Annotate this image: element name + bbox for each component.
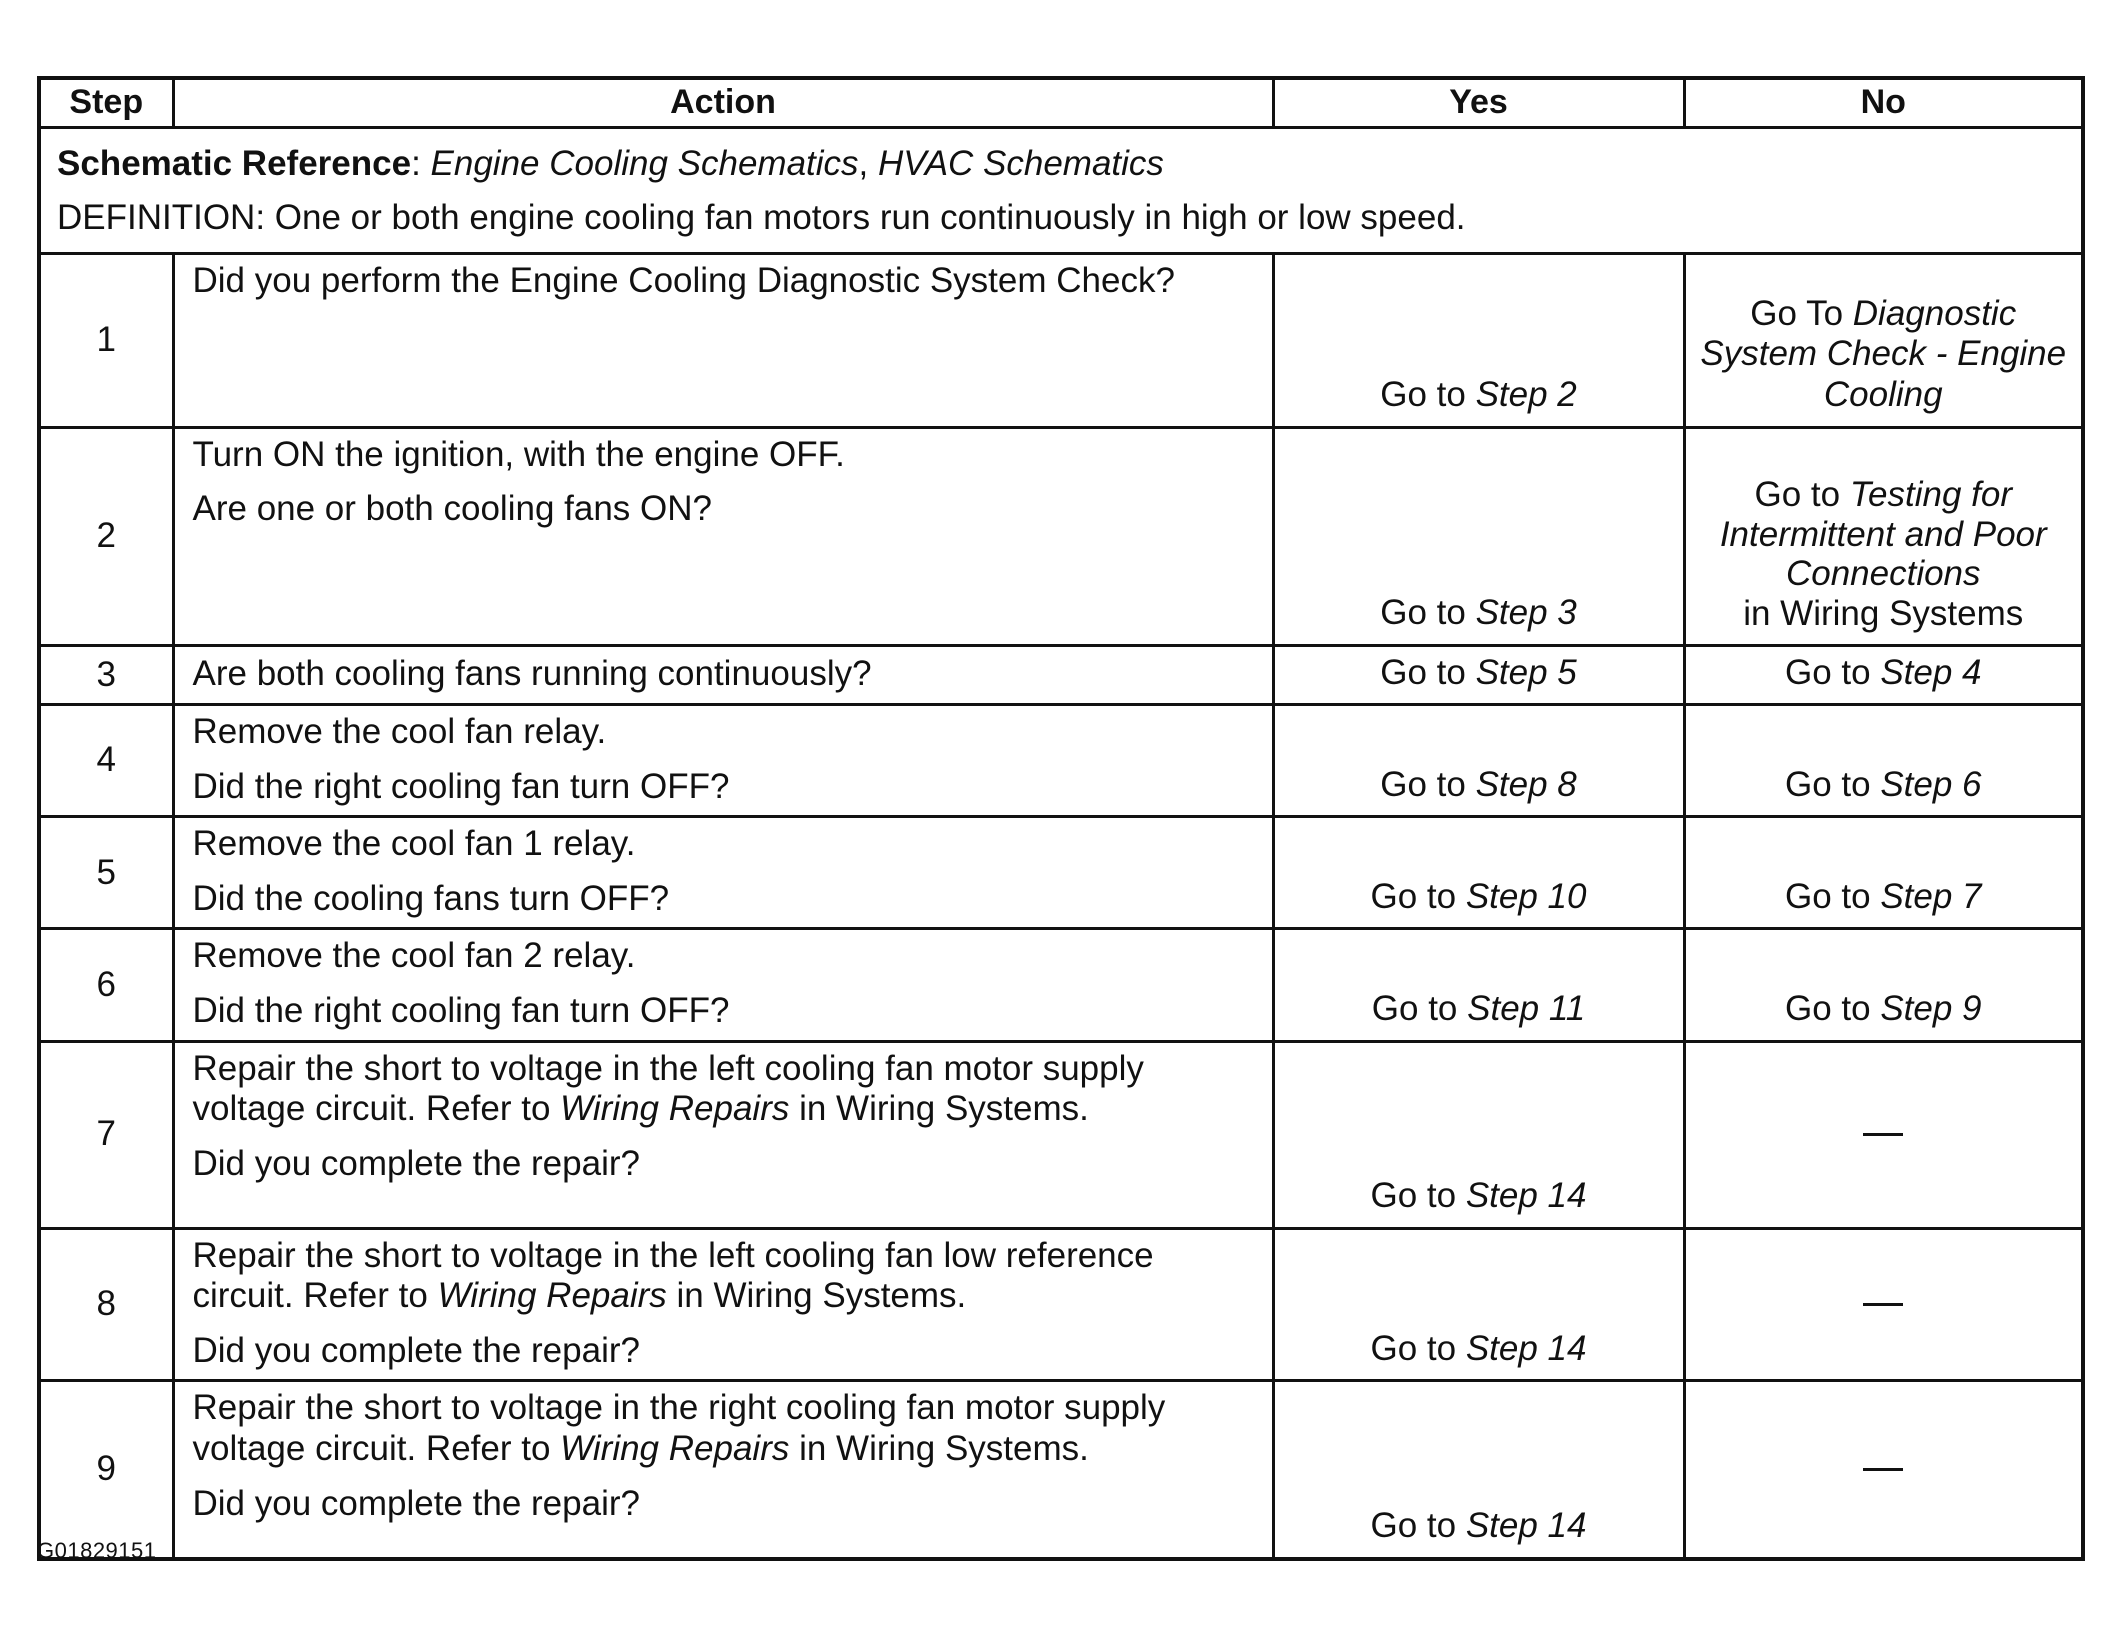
yes-cell: Go to Step 14 (1273, 1228, 1684, 1381)
diagnostic-table (37, 76, 2085, 1561)
repair-question: Did you complete the repair? (192, 1330, 640, 1370)
yes-cell: Go to Step 10 (1273, 817, 1684, 929)
reference-cell (39, 128, 2083, 254)
dash-mark (1863, 1303, 1903, 1306)
action-cell: Did you perform the Engine Cooling Diagnostic System Check? (173, 253, 1273, 427)
step-number: 7 (39, 1041, 173, 1228)
table-row (39, 253, 2083, 427)
action-cell: Remove the cool fan relay. Did the right cooling fan turn OFF? (173, 705, 1273, 817)
dash-mark (1863, 1468, 1903, 1471)
wiring-repairs-link: Wiring Repairs (437, 1276, 667, 1316)
no-step-link: Step 4 (1880, 652, 1982, 692)
no-cell: Go to Step 4 (1684, 645, 2083, 705)
yes-cell: Go to Step 8 (1273, 705, 1684, 817)
yes-step-link: Step 8 (1475, 764, 1577, 804)
table-row (39, 1381, 2083, 1559)
definition-text: DEFINITION: One or both engine cooling fan motors run continuously in high or low speed. (57, 198, 1466, 238)
step-number: 2 (39, 427, 173, 645)
no-cell (1684, 1381, 2083, 1559)
no-step-link: Diagnostic System Check - Engine Cooling (1700, 293, 2067, 414)
step-number: 8 (39, 1228, 173, 1381)
no-cell: Go To Diagnostic System Check - Engine Cooling (1684, 253, 2083, 427)
action-cell: Turn ON the ignition, with the engine OFF. Are one or both cooling fans ON? (173, 427, 1273, 645)
yes-cell: Go to Step 14 (1273, 1381, 1684, 1559)
step-number: 6 (39, 929, 173, 1041)
table-row (39, 817, 2083, 929)
repair-instruction: Repair the short to voltage in the left cooling fan motor supply voltage circuit. Refer to Wiring Repairs in Wiring Systems. (192, 1048, 1144, 1129)
action-cell (173, 1228, 1273, 1381)
yes-step-link: Step 3 (1475, 592, 1577, 632)
table-row (39, 427, 2083, 645)
yes-step-link: Step 14 (1465, 1176, 1587, 1216)
action-cell: Remove the cool fan 1 relay. Did the cooling fans turn OFF? (173, 817, 1273, 929)
action-cell: Are both cooling fans running continuously? (173, 645, 1273, 705)
table-row (39, 705, 2083, 817)
action-cell (173, 1381, 1273, 1559)
no-step-link: Step 7 (1880, 876, 1982, 916)
no-cell (1684, 1041, 2083, 1228)
yes-cell: Go to Step 2 (1273, 253, 1684, 427)
step-number: 4 (39, 705, 173, 817)
repair-question: Did you complete the repair? (192, 1143, 640, 1183)
yes-step-link: Step 14 (1465, 1506, 1587, 1546)
action-cell: Remove the cool fan 2 relay. Did the right cooling fan turn OFF? (173, 929, 1273, 1041)
yes-cell: Go to Step 11 (1273, 929, 1684, 1041)
action-cell (173, 1041, 1273, 1228)
no-cell: Go to Step 6 (1684, 705, 2083, 817)
yes-step-link: Step 5 (1475, 652, 1577, 692)
no-cell (1684, 1228, 2083, 1381)
table-row (39, 1228, 2083, 1381)
wiring-repairs-link: Wiring Repairs (560, 1429, 790, 1469)
schematic-link-hvac: HVAC Schematics (878, 144, 1164, 183)
no-step-link: Step 9 (1880, 989, 1982, 1029)
header-yes: Yes (1273, 78, 1684, 128)
step-number: 3 (39, 645, 173, 705)
yes-step-link: Step 10 (1465, 876, 1587, 916)
reference-row (39, 128, 2083, 254)
header-action: Action (173, 78, 1273, 128)
yes-step-link: Step 11 (1467, 989, 1586, 1029)
repair-question: Did you complete the repair? (192, 1483, 640, 1523)
schematic-label: Schematic Reference (57, 144, 412, 183)
yes-cell: Go to Step 14 (1273, 1041, 1684, 1228)
no-step-link: Testing for Intermittent and Poor Connections (1719, 475, 2047, 594)
header-row (39, 78, 2083, 128)
step-number: 5 (39, 817, 173, 929)
repair-instruction: Repair the short to voltage in the right cooling fan motor supply voltage circuit. Refer to Wiring Repairs in Wiring Systems. (192, 1388, 1166, 1469)
yes-step-link: Step 2 (1475, 374, 1577, 414)
no-cell: Go to Step 7 (1684, 817, 2083, 929)
dash-mark (1863, 1133, 1903, 1136)
repair-instruction: Repair the short to voltage in the left cooling fan low reference circuit. Refer to Wiring Repairs in Wiring Systems. (192, 1235, 1154, 1316)
yes-cell: Go to Step 3 (1273, 427, 1684, 645)
wiring-repairs-link: Wiring Repairs (560, 1089, 790, 1129)
table-row (39, 929, 2083, 1041)
yes-step-link: Step 14 (1465, 1328, 1587, 1368)
step-number: 1 (39, 253, 173, 427)
no-cell: Go to Step 9 (1684, 929, 2083, 1041)
yes-cell: Go to Step 5 (1273, 645, 1684, 705)
table-row (39, 1041, 2083, 1228)
no-step-link: Step 6 (1880, 764, 1982, 804)
no-cell: Go to Testing for Intermittent and Poor Connections in Wiring Systems (1684, 427, 2083, 645)
figure-code: G01829151 (37, 1538, 157, 1563)
header-no: No (1684, 78, 2083, 128)
step-number: 9 (39, 1381, 173, 1559)
schematic-reference: Schematic Reference: Engine Cooling Schematics, HVAC Schematics (57, 144, 1164, 183)
header-step: Step (39, 78, 173, 128)
table-row (39, 645, 2083, 705)
schematic-link-engine: Engine Cooling Schematics (430, 144, 859, 183)
